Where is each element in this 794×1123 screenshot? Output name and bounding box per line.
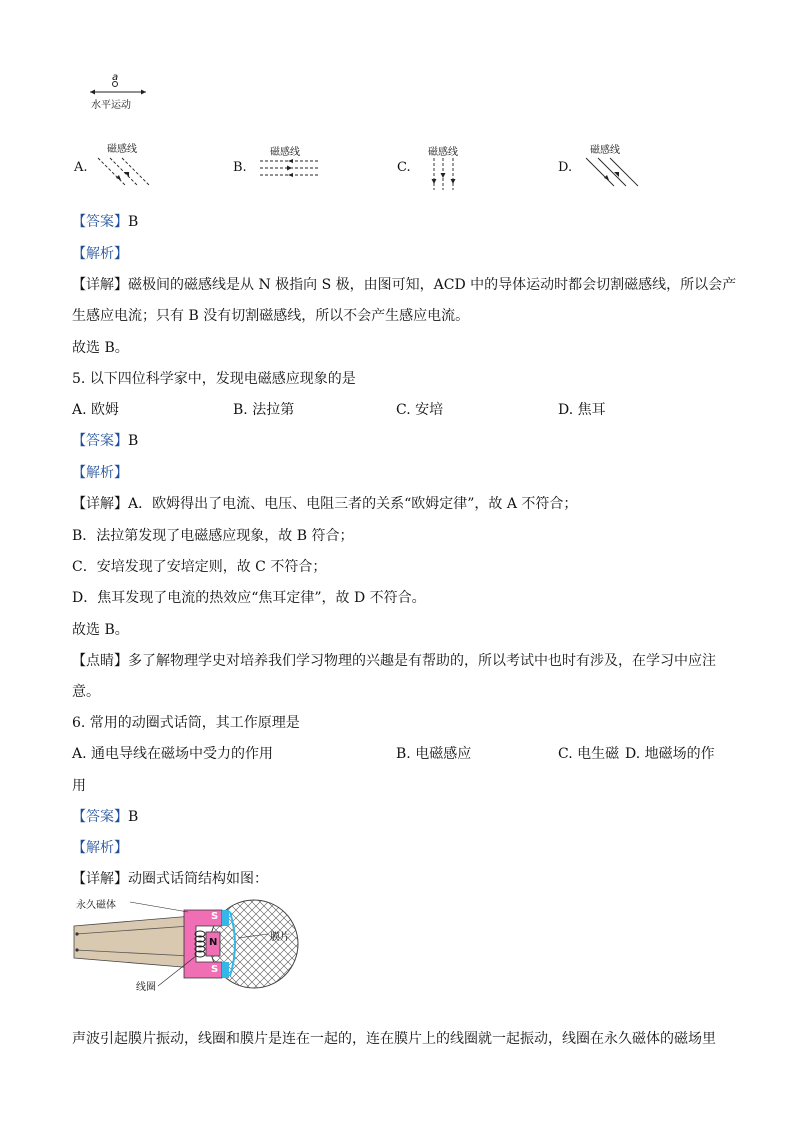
q6-detail: [72, 869, 268, 889]
q5-option-b: B. 法拉第: [233, 402, 295, 418]
point-a-label: a: [112, 72, 119, 83]
option-d-caption: 磁感线: [590, 145, 620, 156]
q4-answer: [72, 212, 138, 232]
option-b-caption: 磁感线: [270, 147, 300, 158]
q6-explanation: 声波引起膜片振动，线圈和膜片是连在一起的，连在膜片上的线圈就一起振动，线圈在永久磁体的磁场里: [72, 1031, 716, 1047]
motion-label: 水平运动: [91, 100, 131, 111]
coil-label: 线圈: [136, 982, 156, 993]
q6-option-c: C. 电生磁: [558, 746, 620, 762]
option-c-caption: 磁感线: [428, 147, 458, 158]
detail-tag: 【详解】: [72, 277, 128, 293]
comment-text: 多了解物理学史对培养我们学习物理的兴趣是有帮助的，所以考试中也时有涉及，在学习中应注意。: [72, 653, 716, 700]
q6-option-a: A. 通电导线在磁场中受力的作用: [72, 746, 274, 762]
option-c-field-lines: [429, 156, 461, 192]
q5-detail-a: [72, 494, 577, 514]
q5-option-d: D. 焦耳: [558, 402, 606, 418]
detail-tag: 【详解】: [72, 871, 128, 887]
q6-option-b: B. 电磁感应: [396, 746, 472, 762]
option-b-field-lines: [258, 157, 320, 179]
option-d-field-lines: [582, 154, 644, 190]
magnet-pole-n: N: [209, 937, 218, 948]
q6-option-d: D. 地磁场的作: [625, 746, 715, 762]
q5-detail-b: B．法拉第发现了电磁感应现象，故 B 符合；: [72, 528, 354, 544]
detail-text: 动圈式话筒结构如图：: [128, 871, 268, 887]
q5-option-a: A. 欧姆: [72, 402, 120, 418]
microphone-diagram: [72, 890, 304, 993]
q5-analysis-heading: 【解析】: [72, 465, 128, 481]
detail-text: A．欧姆得出了电流、电压、电阻三者的关系“欧姆定律”，故 A 不符合；: [128, 496, 578, 512]
answer-tag: 【答案】: [72, 809, 128, 825]
option-d-letter: D.: [558, 160, 573, 175]
q4-analysis-heading: 【解析】: [72, 246, 128, 262]
q5-detail-d: D．焦耳发现了电流的热效应“焦耳定律”，故 D 不符合。: [72, 590, 426, 606]
answer-tag: 【答案】: [72, 214, 128, 230]
magnet-pole-s-bottom: S: [211, 964, 219, 975]
option-a-field-lines: [94, 154, 156, 190]
answer-value: B: [128, 214, 139, 230]
q5-question: 5. 以下四位科学家中，发现电磁感应现象的是: [72, 371, 356, 387]
option-b-letter: B.: [233, 160, 247, 175]
detail-tag: 【详解】: [72, 496, 128, 512]
option-a-letter: A.: [74, 160, 88, 175]
q6-analysis-heading: 【解析】: [72, 840, 128, 856]
q6-answer: [72, 807, 138, 827]
magnet-pole-s-top: S: [211, 911, 219, 922]
comment-tag: 【点睛】: [72, 653, 128, 669]
q4-conclusion: 故选 B。: [72, 340, 129, 356]
q5-detail-c: C．安培发现了安培定则，故 C 不符合；: [72, 559, 327, 575]
q5-answer: [72, 431, 138, 451]
q4-detail-line-1: [72, 275, 736, 295]
q6-option-d-wrap: 用: [72, 778, 86, 794]
q4-detail-line-2: 生感应电流；只有 B 没有切割磁感线，所以不会产生感应电流。: [72, 308, 470, 324]
q5-option-c: C. 安培: [396, 402, 444, 418]
detail-text: 磁极间的磁感线是从 N 极指向 S 极，由图可知，ACD 中的导体运动时都会切割磁感线，所以会产: [128, 277, 737, 293]
option-c-letter: C.: [397, 160, 411, 175]
q5-comment: [72, 646, 724, 708]
option-a-caption: 磁感线: [107, 144, 137, 155]
answer-tag: 【答案】: [72, 433, 128, 449]
magnet-label: 永久磁体: [76, 900, 116, 911]
q6-question: 6. 常用的动圈式话筒，其工作原理是: [72, 715, 300, 731]
answer-value: B: [128, 433, 139, 449]
answer-value: B: [128, 809, 139, 825]
diaphragm-label: 膜片: [270, 932, 290, 943]
q5-conclusion: 故选 B。: [72, 622, 129, 638]
